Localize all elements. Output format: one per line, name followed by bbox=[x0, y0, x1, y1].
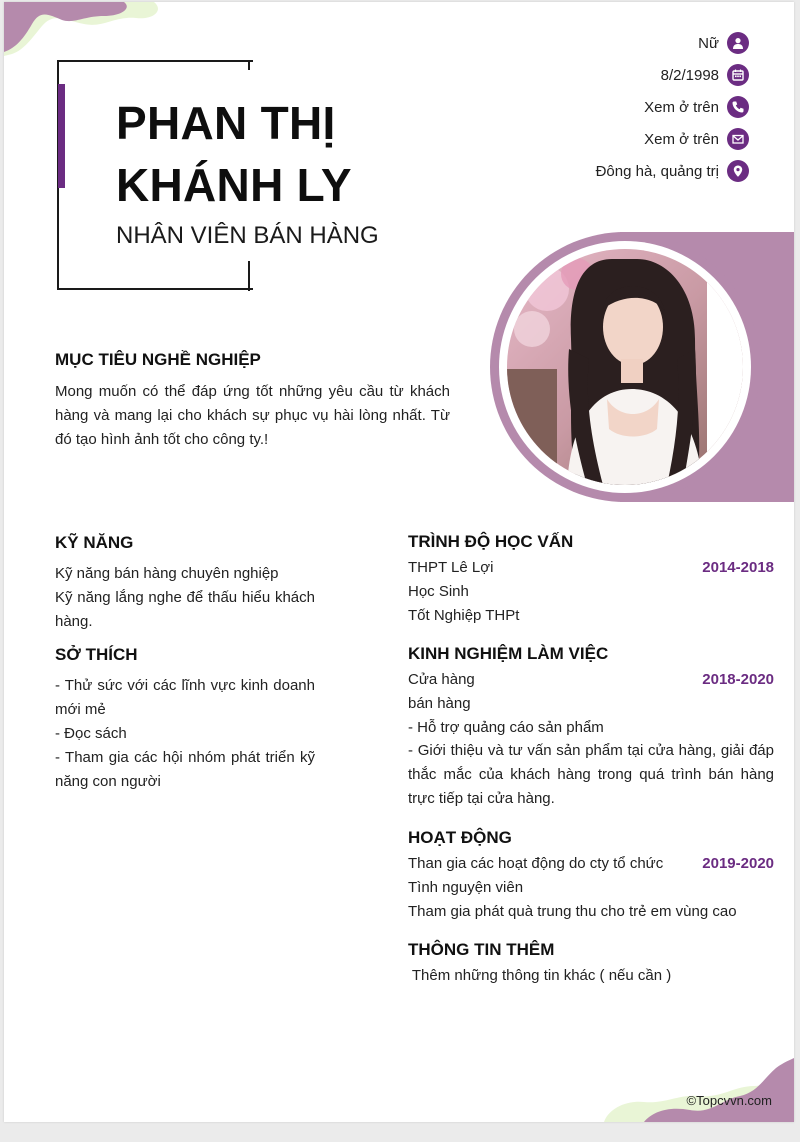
experience-position: bán hàng bbox=[408, 695, 471, 712]
objective-title: MỤC TIÊU NGHỀ NGHIỆP bbox=[55, 350, 261, 369]
education-school: THPT Lê Lợi bbox=[408, 559, 494, 576]
activities-role: Tình nguyện viên bbox=[408, 879, 524, 896]
education-role: Học Sinh bbox=[408, 583, 469, 600]
name-frame-tick bbox=[248, 261, 250, 291]
name-frame-tick bbox=[248, 60, 250, 70]
calendar-icon bbox=[727, 64, 749, 86]
experience-company: Cửa hàng bbox=[408, 671, 475, 688]
job-title: NHÂN VIÊN BÁN HÀNG bbox=[116, 222, 379, 249]
hobby-item: - Thử sức với các lĩnh vực kinh doanh mới mẻ bbox=[55, 677, 315, 718]
contact-phone bbox=[644, 96, 749, 118]
activities-date: 2019-2020 bbox=[702, 855, 774, 872]
hobby-item: - Tham gia các hội nhóm phát triển kỹ năng con người bbox=[55, 749, 315, 790]
cv-page bbox=[4, 2, 794, 1122]
name-line-2: KHÁNH LY bbox=[116, 159, 352, 211]
hobby-item: - Đọc sách bbox=[55, 725, 127, 742]
top-left-blob-decoration bbox=[4, 2, 174, 62]
birthday-text: 8/2/1998 bbox=[660, 66, 719, 84]
experience-duty: - Giới thiệu và tư vấn sản phẩm tại cửa hàng, giải đáp thắc mắc của khách hàng trong quá trình bán hàng trực tiếp tại cửa hàng. bbox=[408, 742, 774, 807]
objective-text: Mong muốn có thể đáp ứng tốt những yêu cầu từ khách hàng và mang lại cho khách sự phục vụ hài lòng nhất. Từ đó tạo hình ảnh tốt cho công ty.! bbox=[55, 383, 450, 448]
additional-title: THÔNG TIN THÊM bbox=[408, 940, 555, 959]
experience-date: 2018-2020 bbox=[702, 671, 774, 688]
contact-birthday bbox=[661, 64, 749, 86]
address-text: Đông hà, quảng trị bbox=[595, 162, 719, 180]
location-icon bbox=[727, 160, 749, 182]
activities-desc: Tham gia phát quà trung thu cho trẻ em vùng cao bbox=[408, 903, 737, 920]
name-accent-bar bbox=[58, 84, 65, 188]
profile-photo bbox=[507, 249, 743, 485]
email-text: Xem ở trên bbox=[644, 130, 719, 148]
contact-gender bbox=[698, 32, 749, 54]
phone-icon bbox=[727, 96, 749, 118]
hobbies-title: SỞ THÍCH bbox=[55, 645, 138, 664]
email-icon bbox=[727, 128, 749, 150]
education-result: Tốt Nghiệp THPt bbox=[408, 607, 520, 624]
contact-email bbox=[644, 128, 749, 150]
hobbies-list bbox=[55, 674, 315, 794]
skills-title: KỸ NĂNG bbox=[55, 533, 134, 552]
experience-duty: - Hỗ trợ quảng cáo sản phẩm bbox=[408, 719, 604, 736]
activities-org: Than gia các hoạt động do cty tổ chức bbox=[408, 855, 664, 872]
gender-text: Nữ bbox=[698, 34, 719, 52]
skill-item: Kỹ năng lắng nghe để thấu hiểu khách hàng. bbox=[55, 589, 315, 630]
education-date: 2014-2018 bbox=[702, 559, 774, 576]
education-title: TRÌNH ĐỘ HỌC VẤN bbox=[408, 532, 574, 551]
skills-list bbox=[55, 562, 315, 634]
footer-credit: ©Topcvvn.com bbox=[686, 1093, 772, 1108]
contact-address bbox=[596, 160, 749, 182]
full-name bbox=[116, 92, 352, 216]
skill-item: Kỹ năng bán hàng chuyên nghiệp bbox=[55, 565, 279, 582]
person-icon bbox=[727, 32, 749, 54]
bottom-right-blob-decoration bbox=[604, 1056, 794, 1122]
portrait-illustration bbox=[507, 249, 743, 485]
name-line-1: PHAN THỊ bbox=[116, 97, 336, 149]
activities-title: HOẠT ĐỘNG bbox=[408, 828, 512, 847]
additional-text: Thêm những thông tin khác ( nếu cần ) bbox=[408, 967, 672, 984]
phone-text: Xem ở trên bbox=[644, 98, 719, 116]
experience-title: KINH NGHIỆM LÀM VIỆC bbox=[408, 644, 609, 663]
